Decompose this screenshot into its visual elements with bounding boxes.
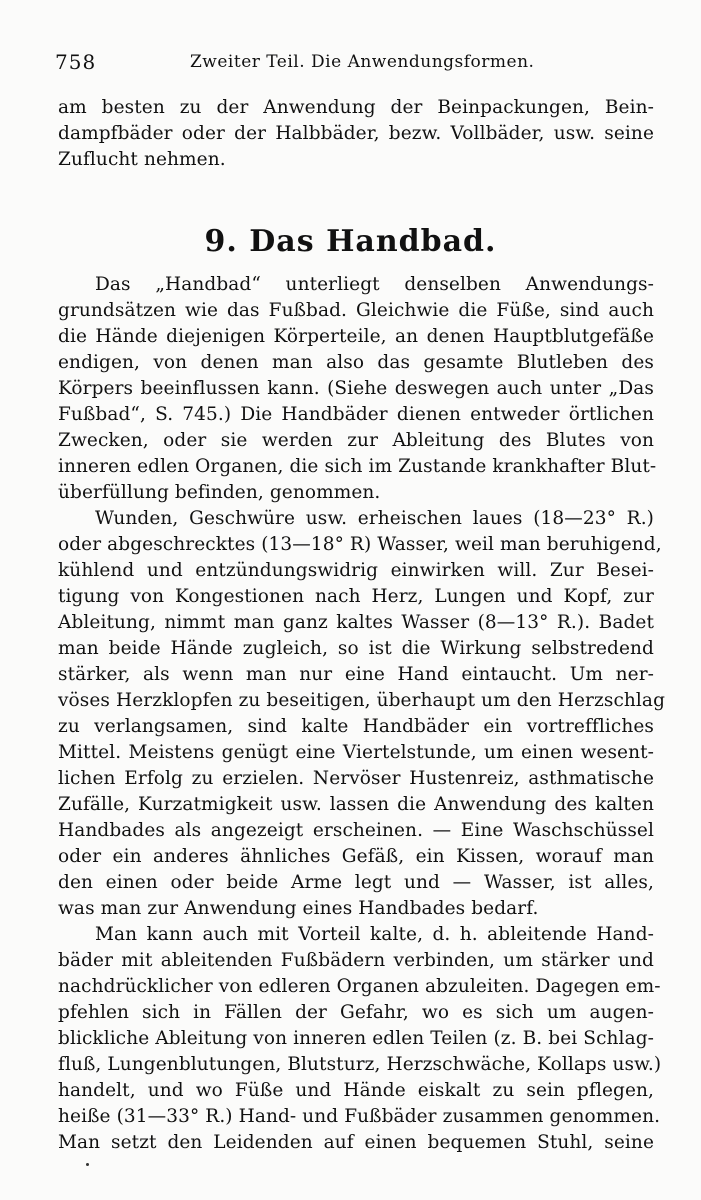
text-line: zu verlangsamen, sind kalte Handbäder ein vortreffliches — [58, 716, 654, 737]
text-line: blickliche Ableitung von inneren edlen Teilen (z. B. bei Schlag- — [58, 1028, 654, 1049]
text-line: inneren edlen Organen, die sich im Zustande krankhafter Blut- — [58, 456, 657, 477]
text-line: Mittel. Meistens genügt eine Viertelstunde, um einen wesent- — [58, 742, 654, 763]
text-line: dampfbäder oder der Halbbäder, bezw. Vollbäder, usw. seine — [58, 123, 654, 144]
running-head: Zweiter Teil. Die Anwendungsformen. — [190, 52, 535, 72]
text-line: Wunden, Geschwüre usw. erheischen laues (18—23° R.) — [95, 508, 654, 529]
text-line: stärker, als wenn man nur eine Hand eintaucht. Um ner- — [58, 664, 654, 685]
section-heading: 9. Das Handbad. — [204, 224, 497, 259]
text-line: lichen Erfolg zu erzielen. Nervöser Hustenreiz, asthmatische — [58, 768, 654, 789]
text-line: bäder mit ableitenden Fußbädern verbinden, um stärker und — [58, 950, 654, 971]
text-line: oder ein anderes ähnliches Gefäß, ein Kissen, worauf man — [58, 846, 654, 867]
text-line: Handbades als angezeigt erscheinen. — Eine Waschschüssel — [58, 820, 654, 841]
text-line: tigung von Kongestionen nach Herz, Lungen und Kopf, zur — [58, 586, 654, 607]
text-line: überfüllung befinden, genommen. — [58, 482, 381, 503]
text-line: oder abgeschrecktes (13—18° R) Wasser, weil man beruhigend, — [58, 534, 662, 555]
text-line: handelt, und wo Füße und Hände eiskalt zu sein pflegen, — [58, 1080, 654, 1101]
text-line: kühlend und entzündungswidrig einwirken will. Zur Besei- — [58, 560, 654, 581]
text-line: grundsätzen wie das Fußbad. Gleichwie die Füße, sind auch — [58, 300, 654, 321]
text-line: was man zur Anwendung eines Handbades bedarf. — [58, 898, 539, 919]
print-speck — [86, 1163, 89, 1166]
page-number: 758 — [55, 50, 97, 74]
text-line: nachdrücklicher von edleren Organen abzuleiten. Dagegen em- — [58, 976, 661, 997]
text-line: Man setzt den Leidenden auf einen bequemen Stuhl, seine — [58, 1132, 654, 1153]
text-line: heiße (31—33° R.) Hand- und Fußbäder zusammen genommen. — [58, 1106, 661, 1127]
text-line: Man kann auch mit Vorteil kalte, d. h. ableitende Hand- — [95, 924, 654, 945]
text-line: fluß, Lungenblutungen, Blutsturz, Herzschwäche, Kollaps usw.) — [58, 1054, 662, 1075]
text-line: vöses Herzklopfen zu beseitigen, überhaupt um den Herzschlag — [58, 690, 666, 711]
text-line: Zuflucht nehmen. — [58, 149, 226, 170]
text-line: Körpers beeinflussen kann. (Siehe deswegen auch unter „Das — [58, 378, 654, 399]
text-line: Ableitung, nimmt man ganz kaltes Wasser (8—13° R.). Badet — [58, 612, 654, 633]
text-line: Zufälle, Kurzatmigkeit usw. lassen die Anwendung des kalten — [58, 794, 654, 815]
text-line: den einen oder beide Arme legt und — Wasser, ist alles, — [58, 872, 654, 893]
text-line: Fußbad“, S. 745.) Die Handbäder dienen entweder örtlichen — [58, 404, 654, 425]
text-line: pfehlen sich in Fällen der Gefahr, wo es sich um augen- — [58, 1002, 654, 1023]
text-line: endigen, von denen man also das gesamte Blutleben des — [58, 352, 654, 373]
text-line: man beide Hände zugleich, so ist die Wirkung selbstredend — [58, 638, 654, 659]
text-line: die Hände diejenigen Körperteile, an denen Hauptblutgefäße — [58, 326, 654, 347]
text-line: Das „Handbad“ unterliegt denselben Anwendungs- — [95, 274, 654, 295]
text-line: Zwecken, oder sie werden zur Ableitung des Blutes von — [58, 430, 654, 451]
text-line: am besten zu der Anwendung der Beinpackungen, Bein- — [58, 97, 654, 118]
page-header — [55, 50, 675, 80]
